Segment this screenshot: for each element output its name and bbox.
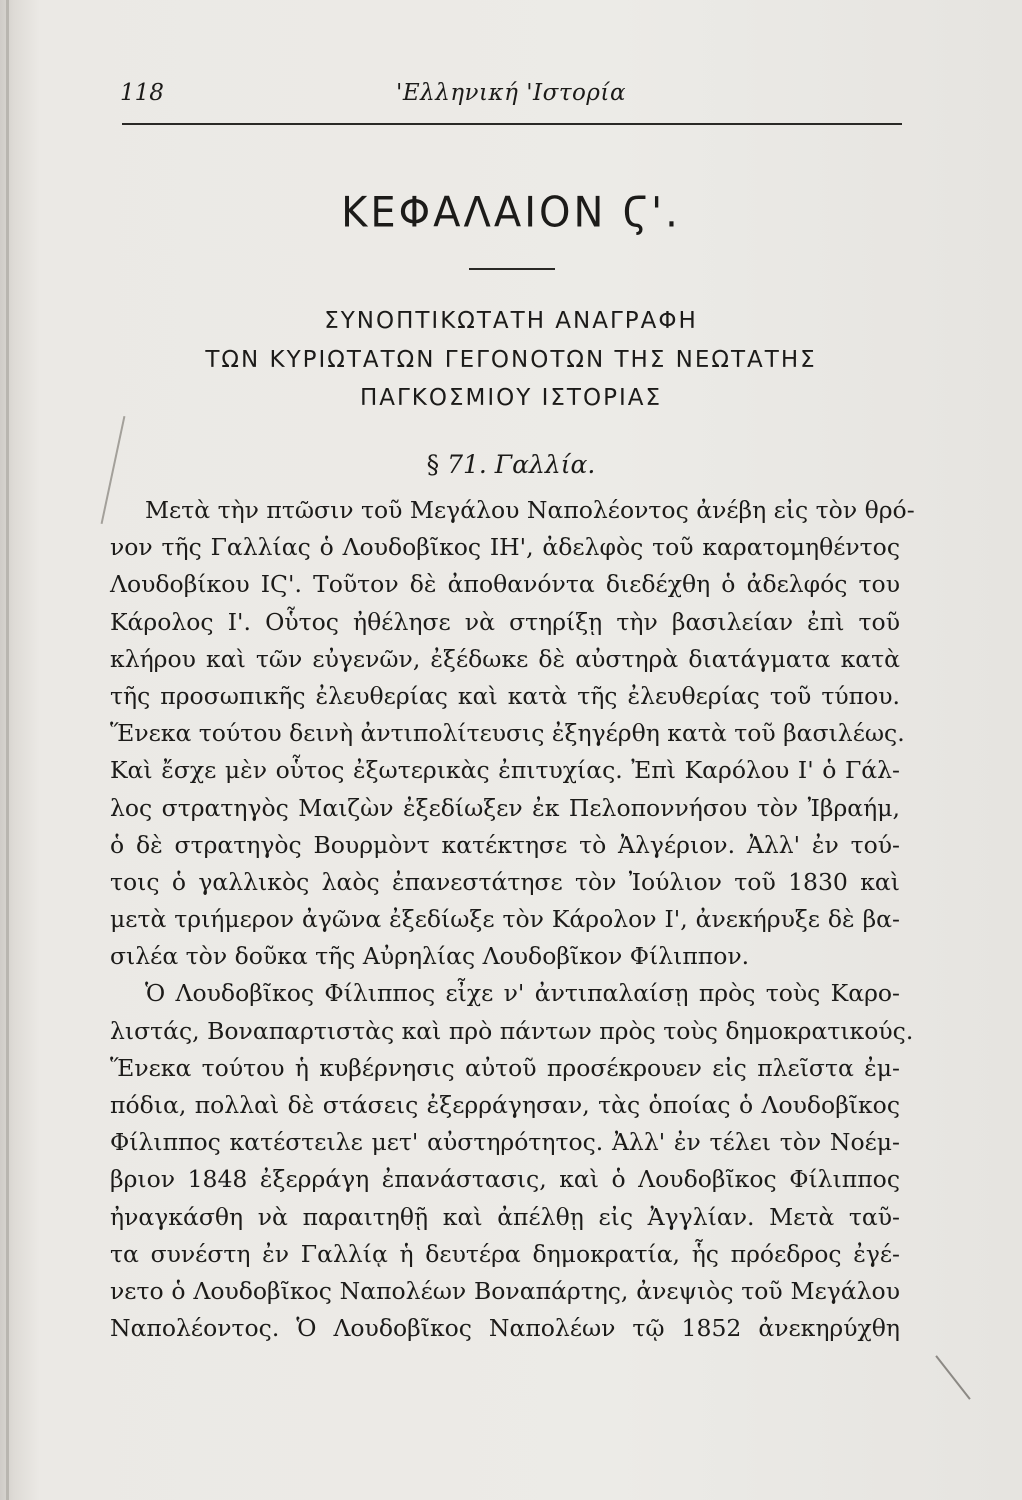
text-line: Καὶ ἔσχε μὲν οὗτος ἐξωτερικὰς ἐπιτυχίας. Ἐπὶ Καρόλου Ι' ὁ Γάλ- [110,756,900,785]
chapter-subtitle-line-1: ΣΥΝΟΠΤΙΚΩΤΑΤΗ ΑΝΑΓΡΑΦΗ [324,308,698,334]
text-line: ἠναγκάσθη νὰ παραιτηθῇ καὶ ἀπέλθῃ εἰς Ἀγγλίαν. Μετὰ ταῦ- [110,1202,900,1231]
text-line: τοις ὁ γαλλικὸς λαὸς ἐπανεστάτησε τὸν Ἰούλιον τοῦ 1830 καὶ [110,867,900,896]
chapter-divider [469,268,555,270]
text-line: Λουδοβίκου ΙϚ'. Τοῦτον δὲ ἀποθανόντα διεδέχθη ὁ ἀδελφός του [110,570,900,599]
section-heading [0,450,1022,479]
text-line: ὁ δὲ στρατηγὸς Βουρμὸντ κατέκτησε τὸ Ἀλγέριον. Ἀλλ' ἐν τού- [110,830,900,859]
text-line: τῆς προσωπικῆς ἐλευθερίας καὶ κατὰ τῆς ἐλευθερίας τοῦ τύπου. [110,681,900,710]
text-line: Ὁ Λουδοβῖκος Φίλιππος εἶχε ν' ἀντιπαλαίσῃ πρὸς τοὺς Καρο- [145,979,900,1008]
running-header [120,80,902,120]
paragraph-1 [110,492,915,975]
text-line: Μετὰ τὴν πτῶσιν τοῦ Μεγάλου Ναπολέοντος ἀνέβη εἰς τὸν θρό- [145,496,915,524]
body-text [110,492,915,1347]
text-line: νον τῆς Γαλλίας ὁ Λουδοβῖκος ΙΗ', ἀδελφὸς τοῦ καρατομηθέντος [110,533,900,562]
text-line: Ναπολέοντος. Ὁ Λουδοβῖκος Ναπολέων τῷ 1852 ἀνεκηρύχθη [110,1314,900,1343]
section-symbol: § [426,450,440,479]
chapter-title: ΚΕΦΑΛΑΙΟΝ Ϛ'. [341,188,681,238]
text-line: νετο ὁ Λουδοβῖκος Ναπολέων Βοναπάρτης, ἀνεψιὸς τοῦ Μεγάλου [110,1276,900,1305]
paragraph-2 [110,975,914,1347]
text-line: Φίλιππος κατέστειλε μετ' αὐστηρότητος. Ἀλλ' ἐν τέλει τὸν Νοέμ- [110,1128,900,1157]
text-line: Ἕνεκα τούτου ἡ κυβέρνησις αὐτοῦ προσέκρουεν εἰς πλεῖστα ἐμ- [110,1053,900,1082]
text-line: λιστάς, Βοναπαρτιστὰς καὶ πρὸ πάντων πρὸς τοὺς δημοκρατικούς. [110,1016,914,1045]
chapter-subtitle-line-2: ΤΩΝ ΚΥΡΙΩΤΑΤΩΝ ΓΕΓΟΝΟΤΩΝ ΤΗΣ ΝΕΩΤΑΤΗΣ [205,347,817,373]
text-line: κλήρου καὶ τῶν εὐγενῶν, ἐξέδωκε δὲ αὐστηρὰ διατάγματα κατὰ [110,644,900,673]
text-line: Ἕνεκα τούτου δεινὴ ἀντιπολίτευσις ἐξηγέρθη κατὰ τοῦ βασιλέως. [110,719,905,748]
chapter-subtitle-line-3: ΠΑΓΚΟΣΜΙΟΥ ΙΣΤΟΡΙΑΣ [359,385,663,411]
running-title: 'Ελληνική 'Ιστορία [396,80,626,106]
text-line: Κάρολος Ι'. Οὗτος ἠθέλησε νὰ στηρίξῃ τὴν βασιλείαν ἐπὶ τοῦ [110,607,900,636]
pencil-mark [935,1355,970,1400]
text-line: πόδια, πολλαὶ δὲ στάσεις ἐξερράγησαν, τὰς ὁποίας ὁ Λουδοβῖκος [110,1091,900,1119]
header-rule [122,123,902,125]
text-line: τα συνέστη ἐν Γαλλίᾳ ἡ δευτέρα δημοκρατία, ἧς πρόεδρος ἐγέ- [110,1239,900,1268]
text-line: σιλέα τὸν δοῦκα τῆς Αὐρηλίας Λουδοβῖκον Φίλιππον. [110,942,750,971]
page-number: 118 [120,80,164,106]
text-line: βριον 1848 ἐξερράγη ἐπανάστασις, καὶ ὁ Λουδοβῖκος Φίλιππος [110,1165,900,1194]
section-number: 71. [447,450,487,479]
text-line: μετὰ τριήμερον ἀγῶνα ἐξεδίωξε τὸν Κάρολον Ι', ἀνεκήρυξε δὲ βα- [110,905,900,934]
text-line: λος στρατηγὸς Μαιζὼν ἐξεδίωξεν ἐκ Πελοποννήσου τὸν Ἰβραήμ, [110,793,900,822]
section-title: Γαλλία. [494,450,596,479]
